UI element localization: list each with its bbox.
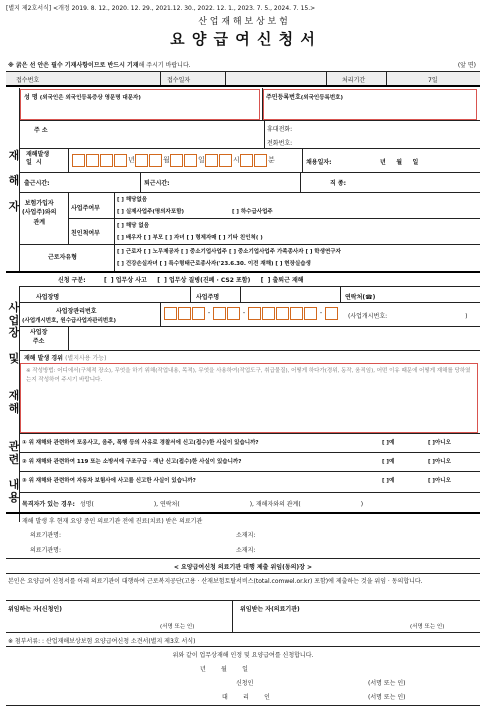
- accident-description-label: 재해 발생 경위 (별지사용 가능): [24, 355, 107, 362]
- receipt-date-label: 접수일자: [167, 77, 191, 84]
- processing-period-label: 처리기간: [342, 77, 366, 84]
- management-number-boxes[interactable]: - - -: [164, 307, 339, 320]
- question-auto-insurance: ③ 위 재해와 관련하여 자동차 보험사에 사고를 신고한 사실이 있습니까?: [22, 478, 196, 484]
- delegatee-signature[interactable]: (서명 또는 인): [410, 624, 445, 630]
- prior-hospital-name-2: 의료기관명:: [30, 547, 62, 554]
- required-notice: ※ 굵은 선 안은 필수 기재사항이므로 반드시 기재해 주시기 바랍니다.: [8, 62, 191, 69]
- worker-type-options-1[interactable]: [ ] 근로자 [ ] 노무제공자 [ ] 중소기업사업주 [ ] 중소기업사업주 가족종사자 [ ] 학생연구자: [117, 249, 341, 255]
- job-type-label: 직 종:: [330, 180, 347, 187]
- application-statement: 위와 같이 업무상재해 인정 및 요양급여를 신청합니다.: [172, 652, 314, 659]
- hire-date-label: 채용일자:: [306, 159, 332, 166]
- clock-in-label: 출근시간:: [24, 180, 50, 187]
- applicant-signature[interactable]: (서명 또는 인): [368, 680, 406, 687]
- accident-datetime-boxes[interactable]: 년 월 일 시 분: [72, 154, 275, 167]
- business-name-label: 사업장명: [36, 294, 60, 301]
- processing-period-value: 7일: [428, 77, 438, 84]
- phone-label: 전화번호:: [267, 140, 293, 147]
- contact-label: 연락처(☎): [345, 294, 376, 301]
- rrn-label: 주민등록번호(외국인등록번호): [266, 94, 344, 101]
- receipt-number-label: 접수번호: [16, 77, 40, 84]
- owner-status-label: 사업주여부: [71, 205, 100, 212]
- prior-hospital-location-2: 소재지:: [236, 547, 256, 554]
- question-119-no[interactable]: [ ]아니오: [428, 459, 451, 465]
- applicant-label: 신청인: [236, 680, 254, 687]
- agent-signature[interactable]: (서명 또는 인): [368, 694, 406, 701]
- claim-type-label: 신청 구분:: [58, 277, 86, 284]
- owner-option-actual[interactable]: [ ] 실제사업주(명의자포함): [117, 209, 185, 215]
- business-address-label: 사업장 주소: [30, 329, 48, 345]
- form-title: 요 양 급 여 신 청 서: [170, 30, 316, 48]
- owner-option-none[interactable]: [ ] 해당없음: [117, 197, 148, 203]
- application-date: 년 월 일: [200, 666, 248, 673]
- family-option-list[interactable]: [ ] 배우자 [ ] 부모 [ ] 자녀 [ ] 형제자매 [ ] 기타 친인척( ): [117, 235, 263, 241]
- attachments-note: ※ 첨부서류: : 산업재해보상보험 요양급여신청 소견서(별지 제3호 서식): [8, 638, 196, 645]
- address-label: 주 소: [34, 127, 48, 134]
- question-auto-yes[interactable]: [ ]예: [382, 478, 395, 484]
- management-number-label: 사업장관리번호: [56, 308, 97, 315]
- insured-relation-label: 보험가입자 (사업주)와의 관계: [22, 200, 57, 226]
- delegation-title: < 요양급여신청 의료기관 대행 제출 위임(동의)장 >: [173, 564, 313, 571]
- form-number: [별지 제2호서식] <개정 2019. 8. 12., 2020. 12. 29., 2021.12. 30., 2022. 12. 1., 2023. 7. 5., 2024. 7. 15.>: [6, 5, 316, 12]
- hire-date-units: 년 월 일: [380, 159, 419, 166]
- question-police-yes[interactable]: [ ]예: [382, 440, 395, 446]
- family-option-none[interactable]: [ ] 해당 없음: [117, 223, 150, 229]
- owner-name-label: 사업주명: [196, 294, 220, 301]
- question-auto-no[interactable]: [ ]아니오: [428, 478, 451, 484]
- question-police-report: ① 위 재해와 관련하여 포옹사고, 음주, 폭행 등의 사유로 경찰서에 신고(접수)한 사실이 있습니까?: [22, 440, 259, 446]
- witness-row: 목격자가 있는 경우: 성명( ), 연락처( ), 재해자와의 관계( ): [22, 501, 364, 508]
- page-side: (앞 면): [457, 62, 476, 69]
- worker-type-label: 근로자유형: [48, 254, 77, 261]
- owner-option-subcontract[interactable]: [ ] 하수급사업주: [232, 209, 273, 215]
- accident-datetime-label: 재해발생 일 시: [26, 151, 50, 167]
- claim-type-options[interactable]: [ ] 업무상 사고 [ ] 업무상 질병(진폐 · CS2 포함) [ ] 출퇴근 재해: [104, 277, 304, 284]
- management-number-note: (사업개시번호, 원수급사업자관리번호): [22, 318, 117, 324]
- accident-description-hint: ※ 작성방법: 어디에서(구체적 장소), 무엇을 하기 위해(작업내용, 목적), 무엇을 사용하여(작업도구, 취급물질), 어떻게 하다가(경위, 동작, 움직임), 어떤 이유 때문에 어떻게 재해를 당하였는지 작성하여 주시기 바랍니다.: [26, 368, 471, 383]
- prior-hospital-intro: 재해 발생 후 현재 요양 중인 의료기관 전에 진료(치료) 받은 의료기관: [22, 518, 203, 525]
- question-119-yes[interactable]: [ ]예: [382, 459, 395, 465]
- delegatee-label: 위임받는 자(의료기관): [240, 606, 300, 613]
- delegation-body: 본인은 요양급여 신청서를 아래 의료기관이 대행하여 근로복지공단(고용 · 산재보험토탈서비스(total.comwel.or.kr) 포함)에 제출하는 것을 위임 · 동의합니다.: [8, 578, 423, 585]
- name-label: 성 명 (외국인은 외국인등록증상 영문명 대문자): [24, 94, 141, 101]
- family-status-label: 친인척여부: [71, 230, 100, 237]
- question-police-no[interactable]: [ ]아니오: [428, 440, 451, 446]
- section-accident-label: 사 업 장 및 재 해 관 련 내 용: [8, 301, 20, 504]
- delegator-signature[interactable]: (서명 또는 인): [160, 624, 195, 630]
- clock-out-label: 퇴근시간:: [144, 180, 170, 187]
- delegator-label: 위임하는 자(신청인): [8, 606, 62, 613]
- question-119-report: ② 위 재해와 관련하여 119 또는 소방서에 구조구급 · 재난 신고(접수)한 사실이 있습니까?: [22, 459, 242, 465]
- agent-label: 대 리 인: [222, 694, 270, 701]
- prior-hospital-location-1: 소재지:: [236, 532, 256, 539]
- prior-hospital-name-1: 의료기관명:: [30, 532, 62, 539]
- section-injured-label: 재 해 자: [8, 149, 20, 213]
- business-open-number-label: (사업개시번호: ): [348, 313, 468, 320]
- worker-type-options-2[interactable]: [ ] 건강손실자녀 [ ] 특수형태근로종사자('23.6.30. 이전 재해) [ ] 현장실습생: [117, 261, 311, 267]
- form-subtitle: 산 업 재 해 보 상 보 험: [198, 17, 288, 27]
- mobile-label: 휴대전화:: [267, 126, 293, 133]
